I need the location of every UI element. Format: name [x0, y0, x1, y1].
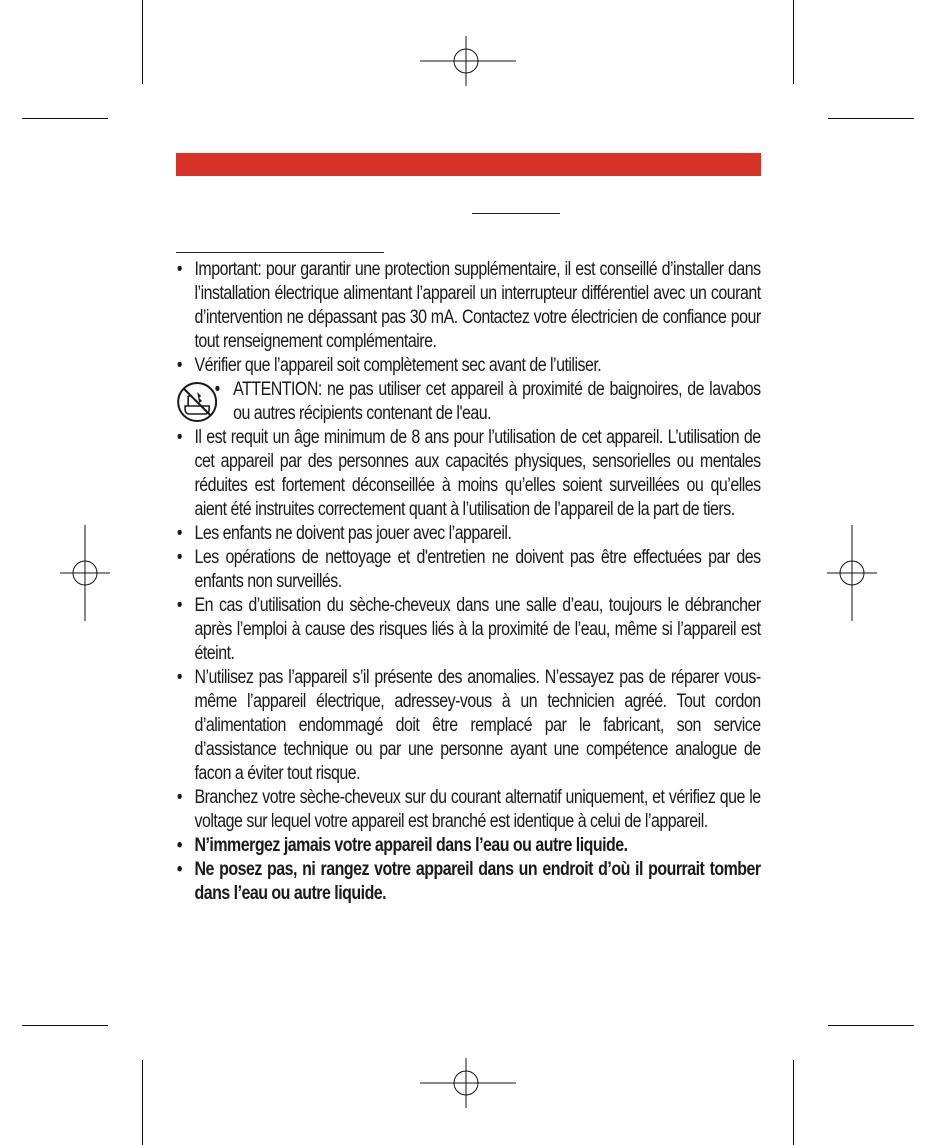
- crop-mark-bottom-right-vertical: [793, 1060, 794, 1145]
- item-text: En cas d’utilisation du sèche-cheveux dans une salle d’eau, toujours le débrancher après l’emploi à cause des risques liés à la proximité de l’eau, même si l’appareil est éteint.: [194, 595, 761, 664]
- item-text: Ne posez pas, ni rangez votre appareil dans un endroit d’où il pourrait tomber dans l’eau ou autre liquide.: [194, 859, 761, 904]
- bullet: •: [176, 355, 182, 376]
- registration-mark-bottom-icon: [418, 1058, 518, 1108]
- safety-instructions: [176, 258, 761, 906]
- crop-mark-top-right-horizontal: [828, 118, 914, 119]
- header-bar: [176, 153, 761, 176]
- item-text: Vérifier que l’appareil soit complètement sec avant de l’utiliser.: [194, 355, 602, 376]
- crop-mark-top-left-vertical: [142, 0, 143, 84]
- list-item: [176, 354, 761, 378]
- item-text: Il est requit un âge minimum de 8 ans pour l’utilisation de cet appareil. L’utilisation de cet appareil par des personnes aux capacités physiques, sensorielles ou mentales réduites est fortement déconseillée à moins qu’elles soient surveillées ou qu’elles aient été instruites correctement quant à l’utilisation de l’appareil de la part de tiers.: [194, 427, 761, 520]
- list-item: [176, 258, 761, 354]
- list-item: [176, 426, 761, 522]
- title-rule: [472, 213, 560, 214]
- bullet: •: [176, 859, 182, 880]
- bullet: •: [176, 787, 182, 808]
- list-item: [176, 546, 761, 594]
- item-text: Branchez votre sèche-cheveux sur du courant alternatif uniquement, et vérifiez que le voltage sur lequel votre appareil est branché est identique à celui de l’appareil.: [194, 787, 761, 832]
- bullet: •: [176, 667, 182, 688]
- list-item-bold: [176, 858, 761, 906]
- item-text: N’utilisez pas l’appareil s’il présente des anomalies. N’essayez pas de réparer vous-même l’appareil électrique, adressey-vous à un technicien agréé. Tout cordon d’alimentation endommagé doit être remplacé par le fabricant, son service d’assistance technique ou par une personne ayant une compétence analogue de facon a éviter tout risque.: [194, 667, 761, 784]
- list-item: [176, 786, 761, 834]
- item-text: Les enfants ne doivent pas jouer avec l’appareil.: [194, 523, 512, 544]
- list-item: [176, 522, 761, 546]
- registration-mark-top-icon: [418, 36, 518, 86]
- bullet: •: [176, 595, 182, 616]
- crop-mark-top-left-horizontal: [22, 118, 108, 119]
- list-item-warning: [176, 378, 761, 426]
- crop-mark-bottom-left-horizontal: [22, 1025, 108, 1026]
- item-text: N’immergez jamais votre appareil dans l’eau ou autre liquide.: [194, 835, 628, 856]
- bullet: •: [176, 259, 182, 280]
- bullet: •: [176, 523, 182, 544]
- crop-mark-bottom-left-vertical: [142, 1060, 143, 1145]
- bullet: •: [214, 379, 220, 400]
- crop-mark-bottom-right-horizontal: [828, 1025, 914, 1026]
- registration-mark-left-icon: [60, 525, 110, 621]
- item-text: Les opérations de nettoyage et d'entretien ne doivent pas être effectuées par des enfants non surveillés.: [194, 547, 761, 592]
- list-item: [176, 666, 761, 786]
- item-text: Important: pour garantir une protection supplémentaire, il est conseillé d’installer dans l’installation électrique alimentant l’appareil un interrupteur différentiel avec un courant d’intervention ne dépassant pas 30 mA. Contactez votre électricien de confiance pour tout renseignement complémentaire.: [194, 259, 761, 352]
- list-item: [176, 594, 761, 666]
- no-bath-warning-icon: [175, 380, 219, 424]
- item-text: ATTENTION: ne pas utiliser cet appareil à proximité de baignoires, de lavabos ou autres récipients contenant de l'eau.: [233, 379, 761, 424]
- bullet: •: [176, 547, 182, 568]
- section-rule: [176, 252, 384, 253]
- crop-mark-top-right-vertical: [793, 0, 794, 84]
- bullet: •: [176, 427, 182, 448]
- registration-mark-right-icon: [827, 525, 877, 621]
- list-item-bold: [176, 834, 761, 858]
- bullet: •: [176, 835, 182, 856]
